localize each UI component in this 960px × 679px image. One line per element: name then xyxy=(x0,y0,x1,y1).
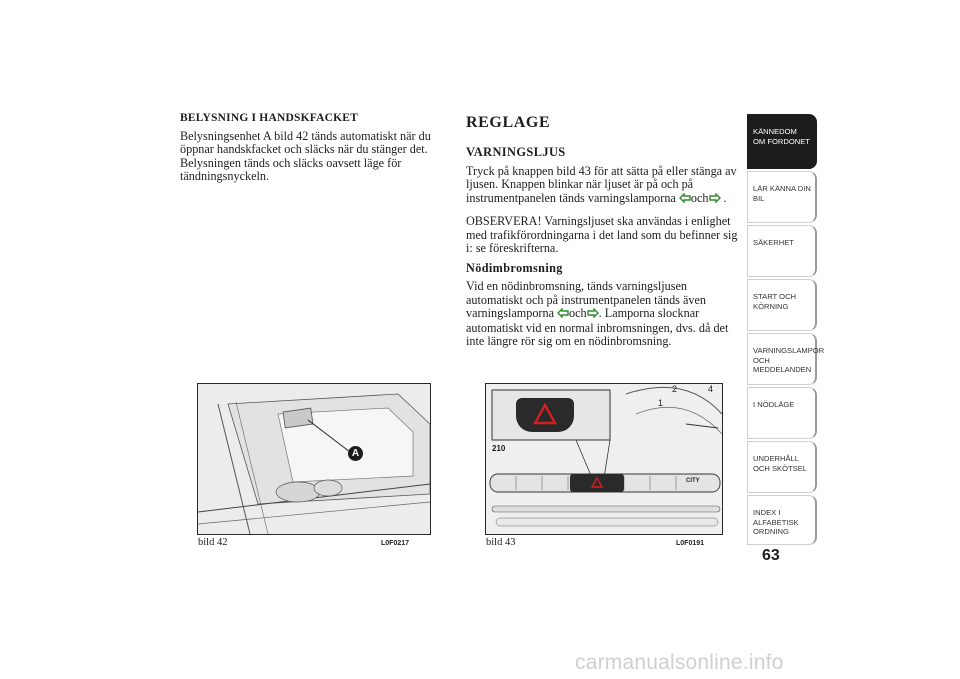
tab-underhall-och-skotsel[interactable]: UNDERHÅLL OCH SKÖTSEL xyxy=(747,441,817,493)
hazard-button-zoomed xyxy=(516,398,574,432)
figure-42-code: L0F0217 xyxy=(381,540,410,547)
figure-42-caption: bild 42 xyxy=(198,537,228,548)
tab-sakerhet[interactable]: SÄKERHET xyxy=(747,225,817,277)
tab-kannedom-om-fordonet[interactable]: KÄNNEDOM OM FORDONET xyxy=(747,114,817,169)
glovebox-light-paragraph: Belysningsenhet A bild 42 tänds automatiskt när du öppnar handskfacket och släcks när du stänger det. Belysningen tänds och släcks oavsett läge för tändningsnyckeln. xyxy=(180,129,431,184)
braking-text-end: . Lamporna slocknar automatiskt vid en normal inbromsningen, dvs. då det inte längre rör sig om en nödinbromsning. xyxy=(466,306,729,349)
gauge-number-4: 4 xyxy=(708,384,714,394)
display-number: 210 xyxy=(492,444,506,453)
tab-lar-kanna-din-bil[interactable]: LÄR KÄNNA DIN BIL xyxy=(747,171,817,223)
watermark-text: carmanualsonline.info xyxy=(575,651,784,674)
city-button-label: CITY xyxy=(686,478,700,484)
section-title: REGLAGE xyxy=(466,114,551,131)
gauge-number-2: 2 xyxy=(672,384,678,394)
callout-A: A xyxy=(348,446,363,461)
tab-varningslampor[interactable]: VARNINGSLAMPOR OCH MEDDELANDEN xyxy=(747,333,817,385)
gauge-number-1: 1 xyxy=(658,398,664,408)
braking-text-start: Vid en nödinbromsning, tänds varningsljusen automatiskt och på instrumentpanelen tänds även varningslamporna xyxy=(466,279,706,321)
left-turn-arrow-icon xyxy=(679,193,691,206)
emergency-braking-paragraph xyxy=(466,280,742,348)
emergency-braking-heading: Nödimbromsning xyxy=(466,261,563,276)
and-word: och xyxy=(690,190,709,205)
hazard-text-end: . xyxy=(723,190,727,205)
page-number: 63 xyxy=(762,547,780,564)
hazard-lights-paragraph xyxy=(466,165,742,206)
glovebox-light-heading: BELYSNING I HANDSKFACKET xyxy=(180,112,358,124)
hazard-triangle-icon xyxy=(570,474,624,492)
hazard-button[interactable] xyxy=(570,474,624,492)
and-word: och xyxy=(569,306,587,321)
note-paragraph: OBSERVERA! Varningsljuset ska användas i enlighet med trafikförordningarna i det land som du befinner sig i: se föreskrifterna. xyxy=(466,214,738,256)
figure-43-code: L0F0191 xyxy=(676,540,705,547)
glovebox-illustration xyxy=(198,384,430,534)
figure-43-caption: bild 43 xyxy=(486,537,516,548)
tab-i-nodlage[interactable]: I NÖDLÄGE xyxy=(747,387,817,439)
hazard-lights-heading: VARNINGSLJUS xyxy=(466,145,566,159)
hazard-button-figure xyxy=(485,383,723,535)
glovebox-figure xyxy=(197,383,431,535)
hazard-triangle-icon xyxy=(516,398,574,432)
tab-index[interactable]: INDEX I ALFABETISK ORDNING xyxy=(747,495,817,545)
left-turn-arrow-icon xyxy=(557,308,569,321)
right-column xyxy=(466,112,742,348)
tab-start-och-korning[interactable]: START OCH KÖRNING xyxy=(747,279,817,331)
right-turn-arrow-icon xyxy=(709,193,721,206)
hazard-text-start: Tryck på knappen bild 43 för att sätta på eller stänga av ljusen. Knappen blinkar när ljuset är på och på instrumentpanelen tänds varningslamporna xyxy=(466,164,737,205)
right-turn-arrow-icon xyxy=(587,308,599,321)
left-column xyxy=(180,112,452,184)
